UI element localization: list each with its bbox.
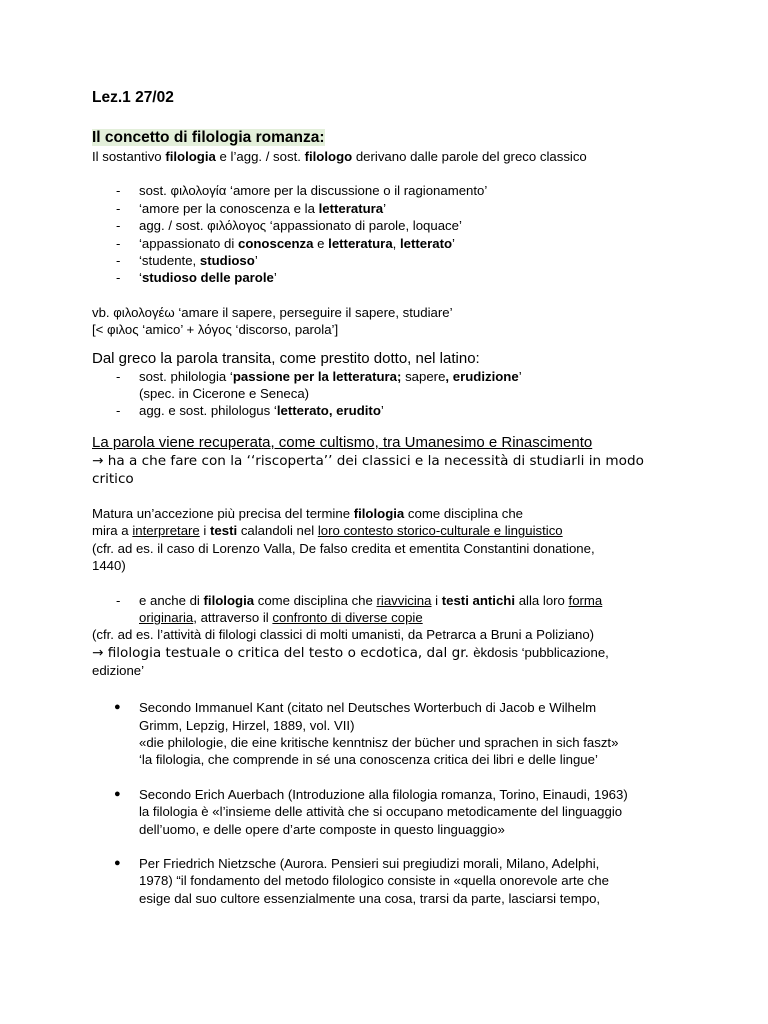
list-item: ● Per Friedrich Nietzsche (Aurora. Pensieri sui pregiudizi morali, Milano, Adelphi, 1978) “il fondamento del metodo filologico consiste in «quella onorevole arte che esige dal suo cultore essenzialmente una cosa, trarsi da parte, lasciarsi tempo,: [92, 855, 692, 907]
list-item-continuation: (spec. in Cicerone e Seneca): [139, 386, 310, 402]
greek-terms-list: [92, 182, 692, 286]
heading-highlight: Il concetto di filologia romanza:: [92, 129, 325, 146]
arrow-note: → filologia testuale o critica del testo o ecdotica, dal gr. èkdosis ‘pubblicazione,: [92, 644, 609, 661]
section-heading-umanesimo: La parola viene recuperata, come cultismo, tra Umanesimo e Rinascimento: [92, 433, 593, 451]
paragraph: (cfr. ad es. il caso di Lorenzo Valla, De falso credita et ementita Constantini donatione,: [92, 540, 595, 556]
list-item: ● Secondo Immanuel Kant (citato nel Deutsches Worterbuch di Jacob e Wilhelm Grimm, Lepzig, Hirzel, 1889, vol. VII) «die philologie, die eine kritische kenntnisz der bücher und sprachen in sich faszt» ‘la filologia, che comprende in sé una conoscenza critica dei libri e delle lingue’: [92, 699, 692, 769]
list-item: - ‘studioso delle parole’: [92, 269, 692, 286]
list-item-continuation: originaria, attraverso il confronto di diverse copie: [139, 609, 423, 625]
list-item: - sost. φιλολογία ‘amore per la discussione o il ragionamento’: [92, 182, 692, 199]
list-item: - ‘appassionato di conoscenza e letteratura, letterato’: [92, 235, 692, 252]
list-item: - sost. philologia ‘passione per la letteratura; sapere, erudizione’: [92, 368, 692, 385]
document-page: [92, 88, 692, 924]
list-item: - agg. / sost. φιλόλογος ‘appassionato di parole, loquace’: [92, 217, 692, 234]
quotes-list: [92, 699, 692, 907]
intro-paragraph: Il sostantivo filologia e l’agg. / sost. filologo derivano dalle parole del greco classico: [92, 149, 587, 164]
arrow-note-cont: edizione’: [92, 662, 145, 678]
paragraph: Matura un’accezione più precisa del termine filologia come disciplina che: [92, 505, 524, 521]
verb-line: vb. φιλολογέω ‘amare il sapere, perseguire il sapere, studiare’: [92, 304, 453, 320]
lecture-title: Lez.1 27/02: [92, 89, 174, 106]
filologia-list: [92, 592, 692, 609]
list-item: - e anche di filologia come disciplina che riavvicina i testi antichi alla loro forma: [92, 592, 692, 609]
list-item: - ‘amore per la conoscenza e la letteratura’: [92, 200, 692, 217]
arrow-note-cont: critico: [92, 470, 134, 487]
latin-terms-list: [92, 368, 692, 385]
paragraph: mira a interpretare i testi calandoli nel loro contesto storico-culturale e linguistico: [92, 523, 563, 539]
list-item: - ‘studente, studioso’: [92, 252, 692, 269]
paragraph: (cfr. ad es. l’attività di filologi classici di molti umanisti, da Petrarca a Bruni a Poliziano): [92, 627, 595, 643]
paragraph: 1440): [92, 558, 126, 574]
section-heading-latino: Dal greco la parola transita, come prestito dotto, nel latino:: [92, 349, 480, 367]
etymology-line: [< φιλος ‘amico’ + λόγος ‘discorso, parola’]: [92, 322, 339, 338]
section-heading-concetto: [92, 128, 692, 148]
list-item: - agg. e sost. philologus ‘letterato, erudito’: [92, 402, 692, 419]
arrow-note: → ha a che fare con la ‘‘riscoperta’’ dei classici e la necessità di studiarli in modo: [92, 452, 644, 469]
list-item: ● Secondo Erich Auerbach (Introduzione alla filologia romanza, Torino, Einaudi, 1963) la filologia è «l’insieme delle attività che si occupano metodicamente del linguaggio dell’uomo, e delle opere d’arte composte in questo linguaggio»: [92, 786, 692, 838]
